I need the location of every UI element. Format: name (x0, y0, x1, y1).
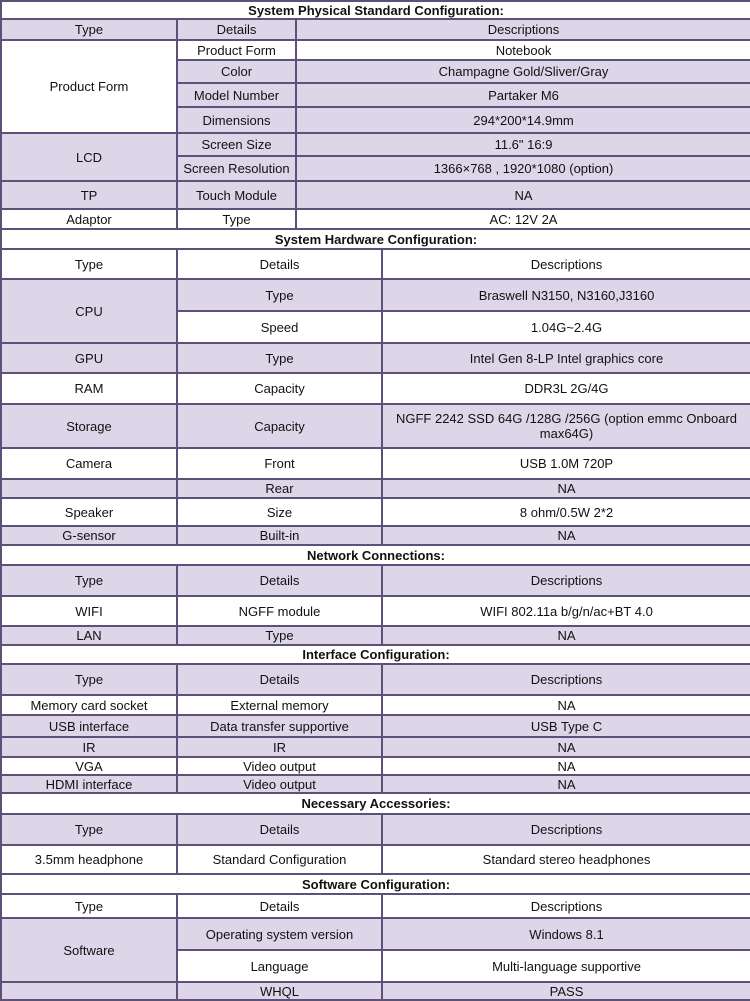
header-descriptions: Descriptions (382, 894, 750, 918)
detail-screen-size: Screen Size (177, 133, 296, 156)
desc-speaker-size: 8 ohm/0.5W 2*2 (382, 498, 750, 526)
desc-camera-rear: NA (382, 479, 750, 498)
hdmi-label: HDMI interface (1, 775, 177, 793)
desc-ir: NA (382, 737, 750, 757)
desc-product-form: Notebook (296, 40, 750, 60)
whql-type-cell (1, 982, 177, 1000)
physical-config-table (0, 0, 750, 230)
desc-storage-capacity: NGFF 2242 SSD 64G /128G /256G (option emmc Onboard max64G) (382, 404, 750, 448)
product-form-label: Product Form (1, 40, 177, 133)
detail-gsensor: Built-in (177, 526, 382, 545)
header-descriptions: Descriptions (382, 249, 750, 279)
desc-adaptor-type: AC: 12V 2A (296, 209, 750, 229)
detail-vga: Video output (177, 757, 382, 775)
detail-model-number: Model Number (177, 83, 296, 107)
detail-color: Color (177, 60, 296, 83)
network-section-title: Network Connections: (1, 545, 750, 565)
detail-headphone: Standard Configuration (177, 845, 382, 874)
detail-cpu-type: Type (177, 279, 382, 311)
detail-language: Language (177, 950, 382, 982)
header-descriptions: Descriptions (382, 814, 750, 845)
header-details: Details (177, 814, 382, 845)
desc-ram-capacity: DDR3L 2G/4G (382, 373, 750, 404)
wifi-label: WIFI (1, 596, 177, 626)
desc-whql: PASS (382, 982, 750, 1000)
detail-os-version: Operating system version (177, 918, 382, 950)
desc-touch-module: NA (296, 181, 750, 209)
header-details: Details (177, 565, 382, 596)
detail-usb: Data transfer supportive (177, 715, 382, 737)
physical-section-title: System Physical Standard Configuration: (1, 1, 750, 19)
detail-dimensions: Dimensions (177, 107, 296, 133)
detail-ir: IR (177, 737, 382, 757)
memory-card-label: Memory card socket (1, 695, 177, 715)
detail-wifi: NGFF module (177, 596, 382, 626)
desc-model-number: Partaker M6 (296, 83, 750, 107)
header-details: Details (177, 664, 382, 695)
desc-vga: NA (382, 757, 750, 775)
software-label: Software (1, 918, 177, 982)
header-type: Type (1, 664, 177, 695)
desc-gsensor: NA (382, 526, 750, 545)
detail-camera-rear: Rear (177, 479, 382, 498)
desc-screen-resolution: 1366×768 , 1920*1080 (option) (296, 156, 750, 181)
header-type: Type (1, 19, 177, 40)
header-details: Details (177, 249, 382, 279)
cpu-label: CPU (1, 279, 177, 343)
hardware-section-title: System Hardware Configuration: (1, 229, 750, 249)
usb-label: USB interface (1, 715, 177, 737)
software-section-title: Software Configuration: (1, 874, 750, 894)
detail-ram-capacity: Capacity (177, 373, 382, 404)
tp-label: TP (1, 181, 177, 209)
detail-lan: Type (177, 626, 382, 645)
desc-lan: NA (382, 626, 750, 645)
detail-screen-resolution: Screen Resolution (177, 156, 296, 181)
desc-wifi: WIFI 802.11a b/g/n/ac+BT 4.0 (382, 596, 750, 626)
detail-camera-front: Front (177, 448, 382, 479)
desc-os-version: Windows 8.1 (382, 918, 750, 950)
detail-speaker-size: Size (177, 498, 382, 526)
header-type: Type (1, 249, 177, 279)
headphone-label: 3.5mm headphone (1, 845, 177, 874)
desc-dimensions: 294*200*14.9mm (296, 107, 750, 133)
hardware-config-table (0, 228, 750, 1001)
desc-color: Champagne Gold/Sliver/Gray (296, 60, 750, 83)
desc-camera-front: USB 1.0M 720P (382, 448, 750, 479)
speaker-label: Speaker (1, 498, 177, 526)
interface-section-title: Interface Configuration: (1, 645, 750, 664)
desc-memory-card: NA (382, 695, 750, 715)
desc-hdmi: NA (382, 775, 750, 793)
header-details: Details (177, 894, 382, 918)
camera-label: Camera (1, 448, 177, 479)
desc-gpu-type: Intel Gen 8-LP Intel graphics core (382, 343, 750, 373)
desc-screen-size: 11.6" 16:9 (296, 133, 750, 156)
detail-gpu-type: Type (177, 343, 382, 373)
storage-label: Storage (1, 404, 177, 448)
ram-label: RAM (1, 373, 177, 404)
desc-headphone: Standard stereo headphones (382, 845, 750, 874)
gpu-label: GPU (1, 343, 177, 373)
vga-label: VGA (1, 757, 177, 775)
header-descriptions: Descriptions (296, 19, 750, 40)
detail-touch-module: Touch Module (177, 181, 296, 209)
detail-storage-capacity: Capacity (177, 404, 382, 448)
detail-cpu-speed: Speed (177, 311, 382, 343)
detail-whql: WHQL (177, 982, 382, 1000)
header-descriptions: Descriptions (382, 565, 750, 596)
desc-cpu-speed: 1.04G~2.4G (382, 311, 750, 343)
gsensor-label: G-sensor (1, 526, 177, 545)
header-type: Type (1, 894, 177, 918)
lcd-label: LCD (1, 133, 177, 181)
camera-rear-type-cell (1, 479, 177, 498)
detail-hdmi: Video output (177, 775, 382, 793)
detail-memory-card: External memory (177, 695, 382, 715)
desc-language: Multi-language supportive (382, 950, 750, 982)
header-type: Type (1, 565, 177, 596)
accessories-section-title: Necessary Accessories: (1, 793, 750, 814)
header-descriptions: Descriptions (382, 664, 750, 695)
header-type: Type (1, 814, 177, 845)
detail-product-form: Product Form (177, 40, 296, 60)
detail-adaptor-type: Type (177, 209, 296, 229)
desc-cpu-type: Braswell N3150, N3160,J3160 (382, 279, 750, 311)
header-details: Details (177, 19, 296, 40)
adaptor-label: Adaptor (1, 209, 177, 229)
lan-label: LAN (1, 626, 177, 645)
desc-usb: USB Type C (382, 715, 750, 737)
ir-label: IR (1, 737, 177, 757)
